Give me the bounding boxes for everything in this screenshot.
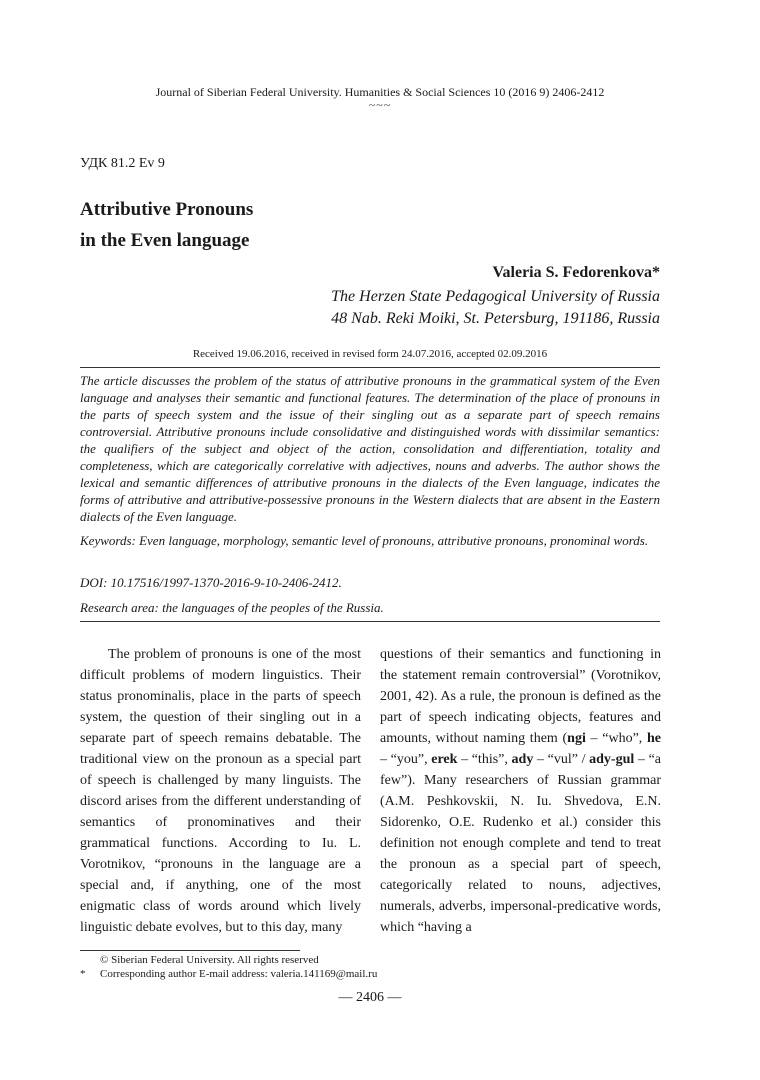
article-title [80, 194, 253, 256]
abstract-top-rule [80, 367, 660, 368]
footnote-corresponding [80, 968, 377, 981]
header-ornament: ~~~ [368, 98, 392, 112]
page-number: — 2406 — [338, 990, 402, 1005]
journal-header: Journal of Siberian Federal University. Humanities & Social Sciences 10 (2016 9) 2406-2412 [155, 85, 605, 99]
footnote-copyright [80, 954, 319, 967]
even-word-erek: erek [431, 752, 458, 767]
received-dates: Received 19.06.2016, received in revised form 24.07.2016, accepted 02.09.2016 [192, 348, 548, 360]
gloss-this: – “this”, [457, 752, 512, 767]
corresponding-email: Corresponding author E-mail address: valeria.141169@mail.ru [100, 968, 378, 980]
body-column-left: The problem of pronouns is one of the most difficult problems of modern linguistics. Their status pronominalis, place in the parts of speech system, the question of their singling out in a separate part of speech remains debatable. The traditional view on the pronoun as a special part of speech is challenged by many linguists. The discord arises from the different understanding of semantics of pronominatives and their grammatical functions. According to Iu. L. Vorotnikov, “pronouns in the language are a special and, if anything, one of the most enigmatic class of words around which lively linguistic debate evolves, but to this day, many [80, 647, 361, 935]
even-word-ady: ady [511, 752, 534, 767]
title-line-1: Attributive Pronouns [80, 199, 254, 220]
even-word-he: he [647, 731, 661, 746]
gloss-who: – “who”, [585, 731, 647, 746]
research-area: Research area: the languages of the peoples of the Russia. [80, 600, 384, 615]
abstract-text: The article discusses the problem of the status of attributive pronouns in the grammatical system of the Even language and analyses their semantic and functional features. The determination of the place of pronouns in the parts of speech system and the issue of their singling out as a separate part of speech remains controversial. Attributive pronouns include consolidative and distinguished words with dissimilar semantics: the qualifiers of the subject and object of the action, consolidation and differentiation, totality and completeness, which are categorically correlative with adjectives, nouns and adverbs. The author shows the lexical and semantic differences of attributive pronouns in the dialects of the Even language, indicates the forms of attributive and attributive-possessive pronouns in the Western dialects that are absent in the Eastern dialects of the Even language. [80, 373, 660, 524]
gloss-vul: – “vul” / [533, 752, 590, 767]
udk-code: УДК 81.2 Ev 9 [80, 156, 165, 171]
footnote-asterisk: * [80, 968, 86, 980]
doi: DOI: 10.17516/1997-1370-2016-9-10-2406-2412. [80, 575, 342, 590]
even-word-ngi: ngi [567, 731, 586, 746]
keywords: Keywords: Even language, morphology, semantic level of pronouns, attributive pronouns, pronominal words. [80, 533, 649, 548]
even-word-ady-gul: ady-gul [589, 752, 635, 767]
author-name: Valeria S. Fedorenkova* [492, 264, 660, 281]
copyright-text: © Siberian Federal University. All rights reserved [100, 954, 319, 966]
col2-text-a: questions of their semantics and functioning in the statement remain controversial” (Vorotnikov, 2001, 42). As a rule, the pronoun is defined as the part of speech indicating objects, features and amounts, without naming them ( [380, 647, 661, 746]
affiliation-line-1: The Herzen State Pedagogical University of Russia [331, 288, 660, 305]
affiliation-line-2: 48 Nab. Reki Moiki, St. Petersburg, 191186, Russia [331, 310, 660, 327]
title-line-2: in the Even language [80, 230, 250, 251]
author-affiliation [331, 286, 660, 330]
gloss-you: – “you”, [380, 752, 432, 767]
abstract-bottom-rule [80, 621, 660, 622]
body-column-right [380, 644, 661, 938]
col2-text-b: – “a few”). Many researchers of Russian grammar (A.M. Peshkovskii, N. Iu. Shvedova, E.N. Sidorenko, O.E. Rudenko et al.) consider this definition not enough complete and tend to treat the pronoun as a special part of speech, categorically related to nouns, adjectives, numerals, adverbs, impersonal-predicative words, which “having a [380, 752, 661, 935]
footnote-rule [80, 950, 300, 951]
